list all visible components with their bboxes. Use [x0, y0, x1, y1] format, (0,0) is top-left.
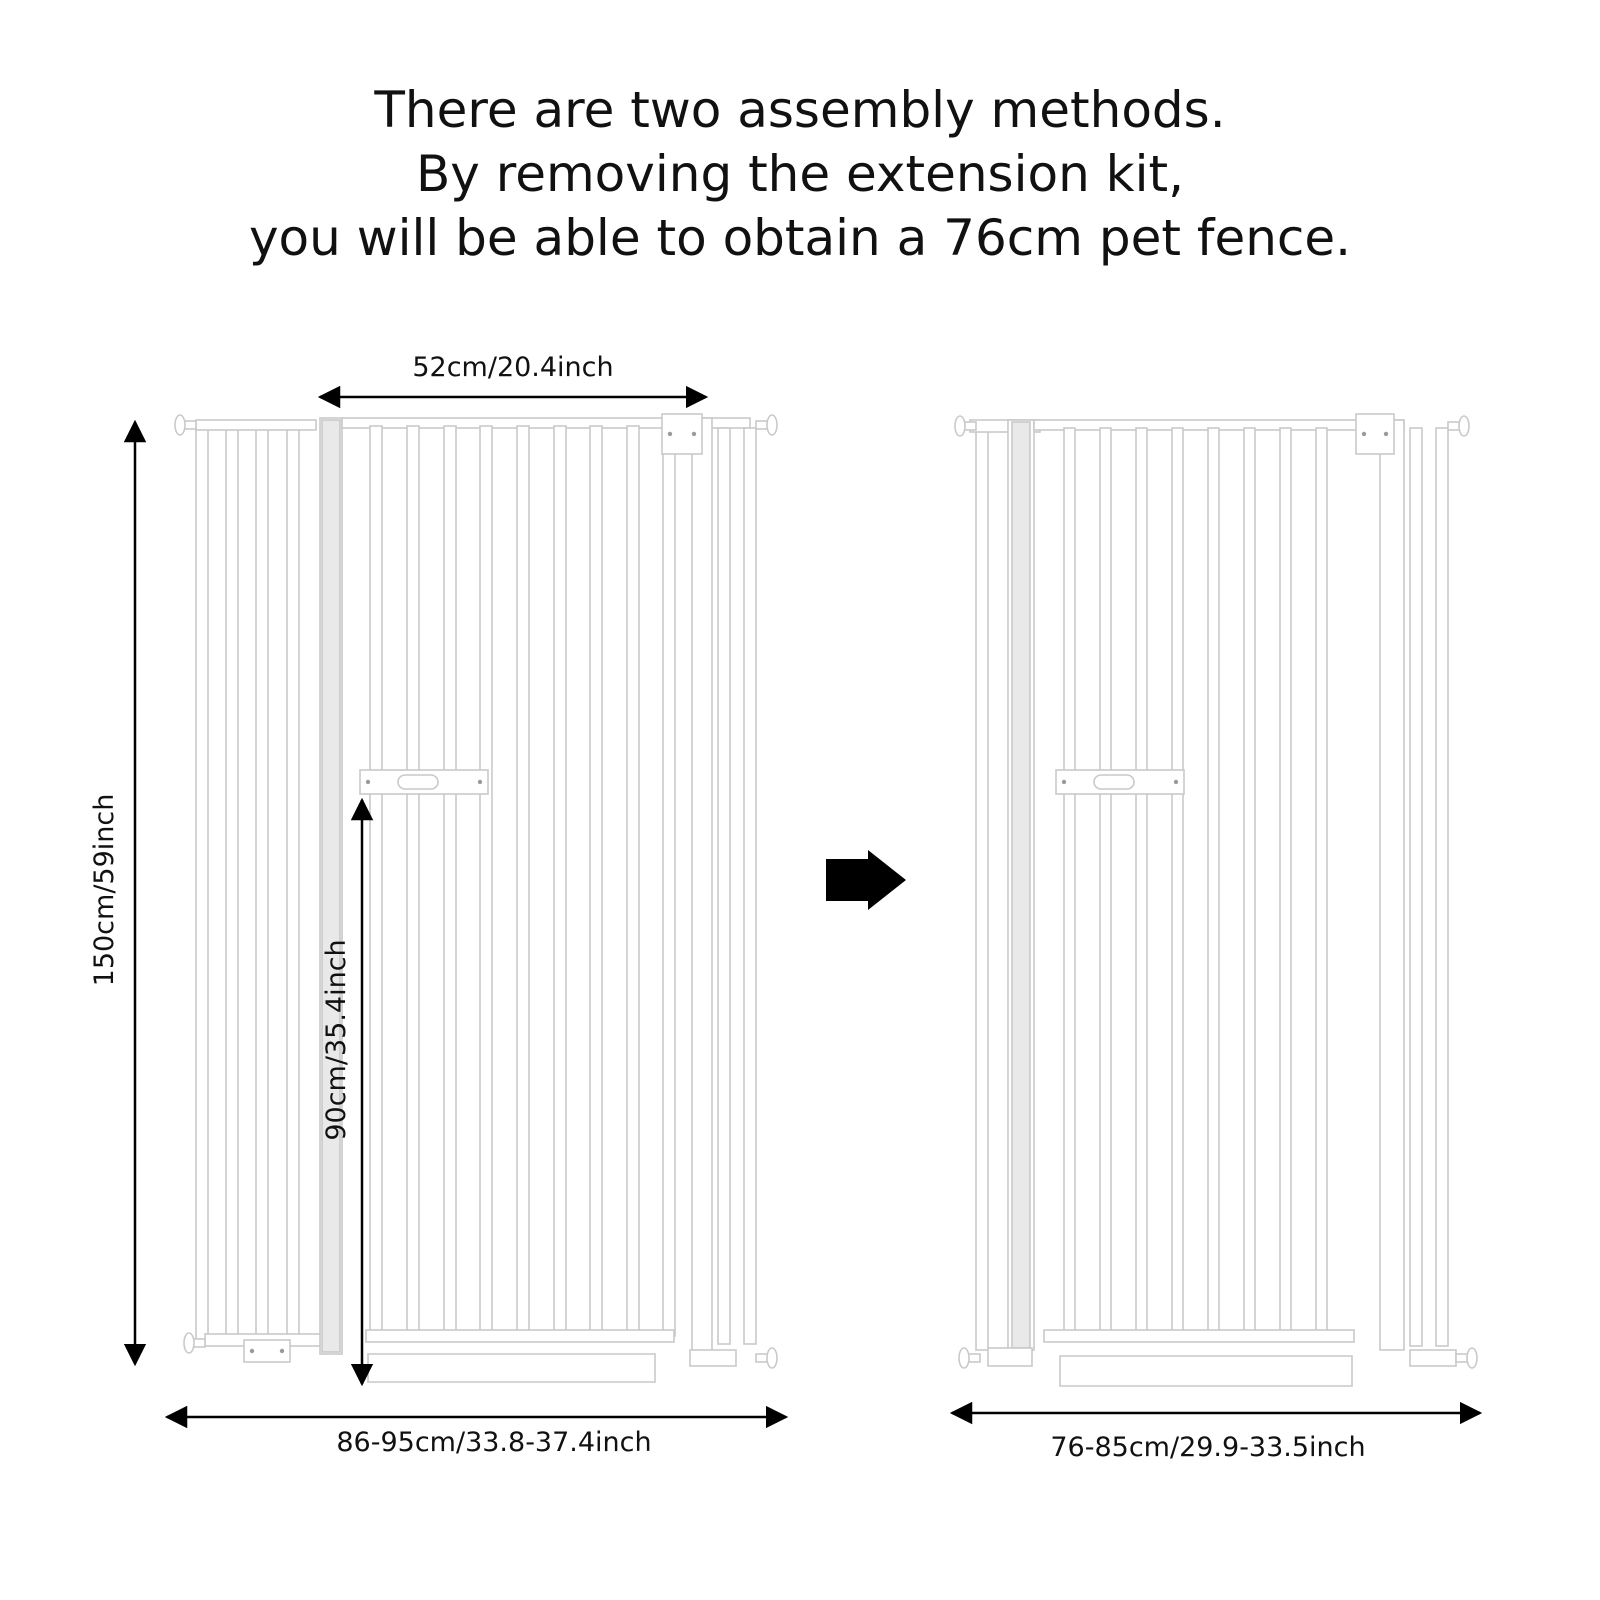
floor-threshold-plate [368, 1354, 655, 1382]
top-left-spindle-pad [175, 415, 185, 435]
extension-bar-right [718, 428, 730, 1344]
extension-top-rail [196, 420, 316, 430]
door-bar [370, 426, 382, 1336]
door-height-label: 90cm/35.4inch [321, 939, 352, 1141]
door-bar [407, 426, 419, 1336]
door-bar [627, 426, 639, 1336]
extension-bar [226, 428, 238, 1340]
top-right-spindle-pad [1459, 416, 1469, 436]
heading-line-2: By removing the extension kit, [415, 145, 1185, 203]
handle-screw [366, 780, 370, 784]
opening-width-dimension [320, 352, 706, 397]
latch-block [1356, 414, 1394, 454]
handle-screw [478, 780, 482, 784]
heading-line-3: you will be able to obtain a 76cm pet fence. [248, 209, 1352, 267]
total-height-dimension [89, 422, 135, 1364]
outer-bar-right [1436, 428, 1448, 1346]
right-arrow-icon [826, 850, 906, 910]
door-bar [444, 426, 456, 1336]
top-left-spindle-pad [955, 416, 965, 436]
outer-bar-left [976, 428, 988, 1350]
gate-with-extension-illustration [175, 414, 777, 1382]
door-bar [1064, 428, 1075, 1336]
handle-screw [1174, 780, 1178, 784]
right-total-width-dimension [952, 1413, 1480, 1463]
latch-screw [1384, 432, 1388, 436]
outer-bar-right [1410, 428, 1422, 1346]
latch-screw [692, 432, 696, 436]
extension-bar [196, 428, 208, 1340]
extension-bar [256, 428, 268, 1340]
bottom-right-spindle-pad [1467, 1348, 1477, 1368]
bottom-right-block [1410, 1350, 1456, 1366]
door-bottom-rail [1044, 1330, 1354, 1342]
door-handle-slot [1094, 775, 1134, 789]
bottom-right-spindle-pad [767, 1348, 777, 1368]
door-bar [480, 426, 492, 1336]
door-bar [1280, 428, 1291, 1336]
left-total-width-label: 86-95cm/33.8-37.4inch [336, 1427, 652, 1458]
bottom-left-spindle-pad [959, 1348, 969, 1368]
door-handle-slot [398, 775, 438, 789]
door-bar [517, 426, 529, 1336]
total-height-label: 150cm/59inch [89, 793, 120, 987]
door-bar [663, 426, 675, 1336]
extension-bar [287, 428, 299, 1340]
door-bar [1172, 428, 1183, 1336]
hinge-screw [280, 1349, 284, 1353]
right-total-width-label: 76-85cm/29.9-33.5inch [1050, 1432, 1366, 1463]
left-total-width-dimension [167, 1417, 786, 1458]
frame-post-left-inner [322, 420, 340, 1352]
right-bottom-block [690, 1350, 736, 1366]
heading-line-1: There are two assembly methods. [374, 81, 1226, 139]
door-bar [554, 426, 566, 1336]
door-bar [1136, 428, 1147, 1336]
opening-width-label: 52cm/20.4inch [412, 352, 614, 383]
hinge-screw [250, 1349, 254, 1353]
frame-post-left-inner [1012, 422, 1030, 1348]
handle-screw [1062, 780, 1066, 784]
door-bar [1100, 428, 1111, 1336]
gate-without-extension-illustration [955, 414, 1477, 1386]
door-bar [1316, 428, 1327, 1336]
door-bottom-rail [366, 1330, 674, 1342]
top-right-spindle-pad [767, 415, 777, 435]
latch-screw [1362, 432, 1366, 436]
bottom-left-spindle-pad [184, 1333, 194, 1353]
door-bar [1244, 428, 1255, 1336]
extension-bar-right [744, 428, 756, 1344]
bottom-left-block [988, 1348, 1032, 1366]
floor-threshold-plate [1060, 1356, 1352, 1386]
frame-post-right [1380, 420, 1404, 1350]
frame-post-right [692, 418, 712, 1352]
door-bar [1208, 428, 1219, 1336]
door-bar [590, 426, 602, 1336]
latch-screw [668, 432, 672, 436]
